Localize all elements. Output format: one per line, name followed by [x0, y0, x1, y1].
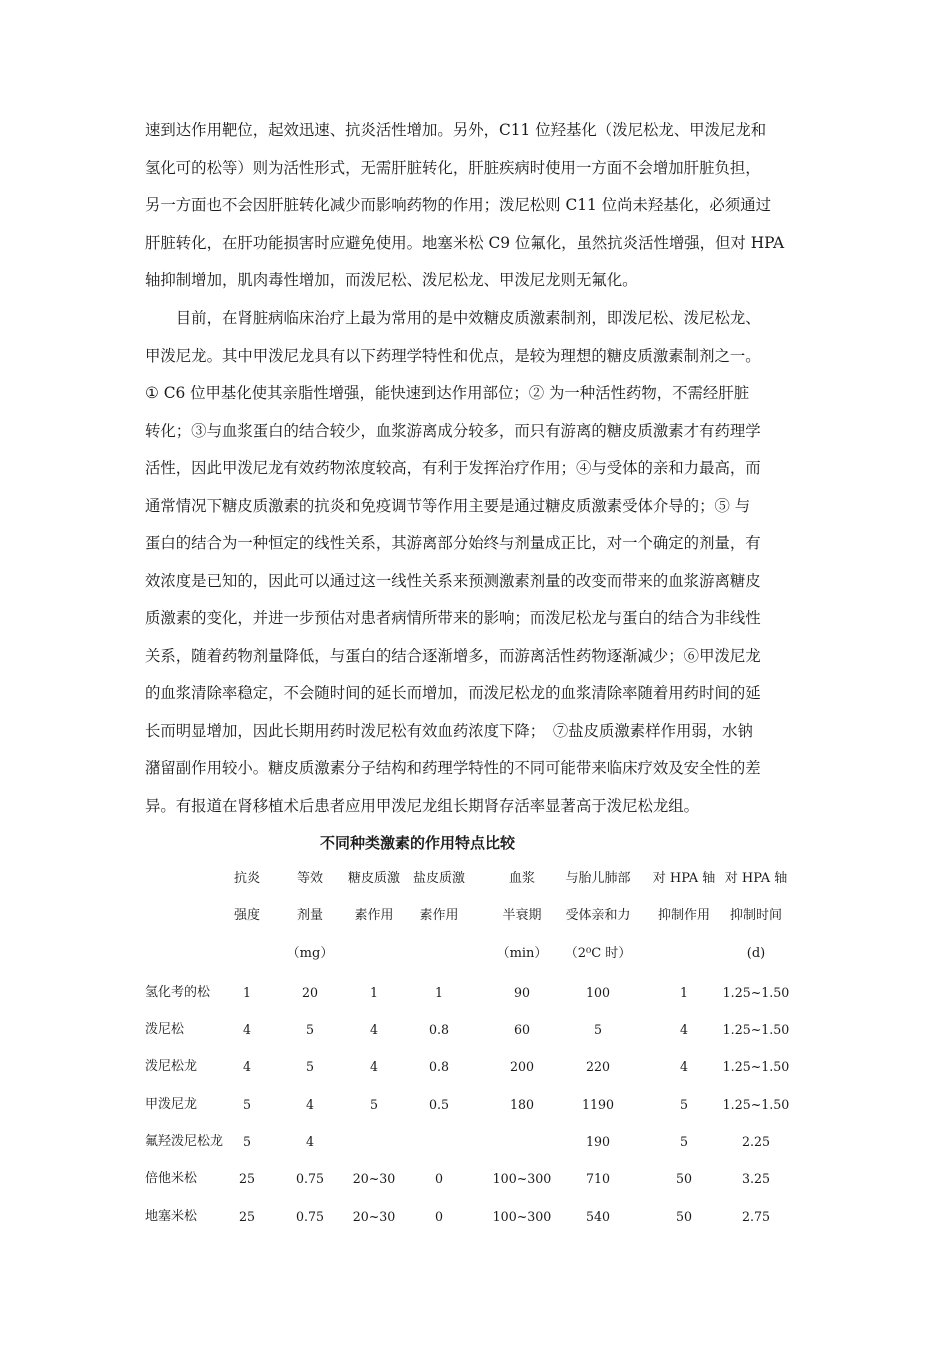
table-cell: 180	[509, 1097, 535, 1112]
text-line: 长而明显增加，因此长期用药时泼尼松有效血药浓度下降； ⑦盐皮质激素样作用弱，水钠	[145, 721, 753, 740]
table-cell: 5	[679, 1097, 688, 1112]
table-cell: 2.75	[741, 1209, 771, 1224]
table-cell: 5	[679, 1134, 688, 1149]
table-cell: 4	[305, 1134, 314, 1149]
table-cell: 20	[301, 985, 319, 1000]
table-header-cell: 糖皮质激	[347, 871, 400, 886]
table-cell: 0.75	[295, 1171, 325, 1186]
table-cell: 5	[242, 1097, 251, 1112]
table-cell: 5	[369, 1097, 378, 1112]
text-line: 活性，因此甲泼尼龙有效药物浓度较高，有利于发挥治疗作用；④与受体的亲和力最高，而	[145, 459, 761, 477]
table-cell: 710	[585, 1171, 611, 1186]
table-row-label: 地塞米松	[145, 1209, 198, 1224]
table-cell: 0	[434, 1171, 443, 1186]
table-cell: 4	[242, 1022, 251, 1037]
table-header-cell: (d)	[746, 946, 766, 961]
table-cell: 3.25	[741, 1171, 771, 1186]
table-cell: 4	[679, 1022, 688, 1037]
table-cell: 5	[305, 1059, 314, 1074]
table-header-cell: 抗炎	[233, 871, 260, 886]
table-header-cell: 等效	[296, 871, 323, 886]
table-cell: 4	[369, 1059, 378, 1074]
table-cell: 50	[675, 1171, 693, 1186]
table-cell: 20~30	[352, 1209, 396, 1224]
table-cell: 60	[513, 1022, 531, 1037]
table-cell: 1	[679, 985, 688, 1000]
table-cell: 1	[369, 985, 378, 1000]
text-line: ① C6 位甲基化使其亲脂性增强，能快速到达作用部位；② 为一种活性药物，不需经肝脏	[145, 384, 750, 402]
text-line: 潴留副作用较小。糖皮质激素分子结构和药理学特性的不同可能带来临床疗效及安全性的差	[145, 759, 761, 777]
table-cell: 540	[585, 1209, 611, 1224]
text-line: 目前，在肾脏病临床治疗上最为常用的是中效糖皮质激素制剂，即泼尼松、泼尼松龙、	[145, 309, 761, 327]
text-line: 蛋白的结合为一种恒定的线性关系，其游离部分始终与剂量成正比，对一个确定的剂量，有	[145, 534, 761, 552]
table-title: 不同种类激素的作用特点比较	[319, 834, 515, 852]
table-header-cell: 受体亲和力	[565, 908, 631, 923]
table-cell: 5	[242, 1134, 251, 1149]
table-header-cell: 血浆	[508, 871, 535, 886]
table-cell: 200	[509, 1059, 535, 1074]
paragraph-2	[145, 300, 810, 825]
text-line: 速到达作用靶位，起效迅速、抗炎活性增加。另外，C11 位羟基化（泼尼松龙、甲泼尼龙和	[145, 121, 767, 139]
table-header-cell: 抑制作用	[657, 908, 710, 923]
table-cell: 1.25~1.50	[722, 1022, 790, 1037]
table-cell: 5	[593, 1022, 602, 1037]
text-line: 通常情况下糖皮质激素的抗炎和免疫调节等作用主要是通过糖皮质激素受体介导的；⑤ 与	[145, 496, 751, 515]
table-header-cell: 强度	[233, 908, 260, 923]
table-cell: 1.25~1.50	[722, 985, 790, 1000]
table-cell: 4	[305, 1097, 314, 1112]
table-row-label: 泼尼松	[145, 1022, 185, 1037]
text-line: 效浓度是已知的，因此可以通过这一线性关系来预测激素剂量的改变而带来的血浆游离糖皮	[145, 571, 761, 590]
table-row-label: 氟羟泼尼松龙	[145, 1134, 224, 1149]
table-header-cell: 对 HPA 轴	[724, 871, 788, 886]
table-cell: 50	[675, 1209, 693, 1224]
table-cell: 0.75	[295, 1209, 325, 1224]
table-header-cell: 对 HPA 轴	[652, 871, 716, 886]
table-header-cell: 半衰期	[502, 908, 542, 923]
table-cell: 190	[585, 1134, 611, 1149]
table-row-label: 氢化考的松	[145, 985, 211, 1000]
text-line: 的血浆清除率稳定，不会随时间的延长而增加，而泼尼松龙的血浆清除率随着用药时间的延	[145, 684, 761, 702]
table-cell: 1	[434, 985, 443, 1000]
table-header-cell: 盐皮质激	[412, 871, 465, 886]
table-cell: 1	[242, 985, 251, 1000]
table-row-label: 泼尼松龙	[145, 1059, 198, 1074]
table-cell: 0	[434, 1209, 443, 1224]
text-line: 质激素的变化，并进一步预估对患者病情所带来的影响；而泼尼松龙与蛋白的结合为非线性	[145, 609, 761, 627]
table-cell: 0.5	[428, 1097, 450, 1112]
table-header-cell: 剂量	[296, 908, 323, 923]
table-row-label: 倍他米松	[145, 1171, 198, 1186]
table-header-cell: （min）	[496, 946, 548, 961]
table-cell: 5	[305, 1022, 314, 1037]
table-cell: 1190	[581, 1097, 615, 1112]
table-cell: 4	[242, 1059, 251, 1074]
table-header-cell: 抑制时间	[729, 908, 782, 923]
table-row-label: 甲泼尼龙	[145, 1097, 198, 1112]
table-cell: 0.8	[428, 1059, 450, 1074]
text-line: 关系，随着药物剂量降低，与蛋白的结合逐渐增多，而游离活性药物逐渐减少；⑥甲泼尼龙	[145, 646, 761, 665]
table-cell: 1.25~1.50	[722, 1097, 790, 1112]
table-cell: 25	[238, 1209, 256, 1224]
table-cell: 2.25	[741, 1134, 771, 1149]
table-cell: 4	[369, 1022, 378, 1037]
table-cell: 0.8	[428, 1022, 450, 1037]
table-cell: 90	[513, 985, 531, 1000]
table-cell: 25	[238, 1171, 256, 1186]
text-line: 氢化可的松等）则为活性形式，无需肝脏转化，肝脏疾病时使用一方面不会增加肝脏负担，	[145, 158, 761, 177]
text-line: 异。有报道在肾移植术后患者应用甲泼尼龙组长期肾存活率显著高于泼尼松龙组。	[145, 796, 700, 815]
table-header-cell: （mg）	[286, 946, 334, 961]
table-header-cell: （2⁰C 时）	[564, 946, 632, 961]
text-line: 肝脏转化，在肝功能损害时应避免使用。地塞米松 C9 位氟化，虽然抗炎活性增强，但对 HPA	[145, 233, 785, 252]
table-header-cell: 素作用	[354, 908, 394, 923]
table-header-cell: 与胎儿肺部	[565, 871, 631, 886]
table-header-cell: 素作用	[419, 908, 459, 923]
table-cell: 220	[585, 1059, 611, 1074]
table-cell: 20~30	[352, 1171, 396, 1186]
text-line: 另一方面也不会因肝脏转化减少而影响药物的作用；泼尼松则 C11 位尚未羟基化，必须通过	[145, 196, 771, 214]
text-line: 甲泼尼龙。其中甲泼尼龙具有以下药理学特性和优点，是较为理想的糖皮质激素制剂之一。	[145, 346, 761, 365]
table-cell: 100	[585, 985, 611, 1000]
table-cell: 1.25~1.50	[722, 1059, 790, 1074]
text-line: 轴抑制增加，肌肉毒性增加，而泼尼松、泼尼松龙、甲泼尼龙则无氟化。	[145, 271, 638, 289]
text-line: 转化；③与血浆蛋白的结合较少，血浆游离成分较多，而只有游离的糖皮质激素才有药理学	[145, 421, 761, 440]
table-cell: 100~300	[492, 1171, 552, 1186]
table-cell: 4	[679, 1059, 688, 1074]
paragraph-1	[145, 112, 810, 300]
table-cell: 100~300	[492, 1209, 552, 1224]
